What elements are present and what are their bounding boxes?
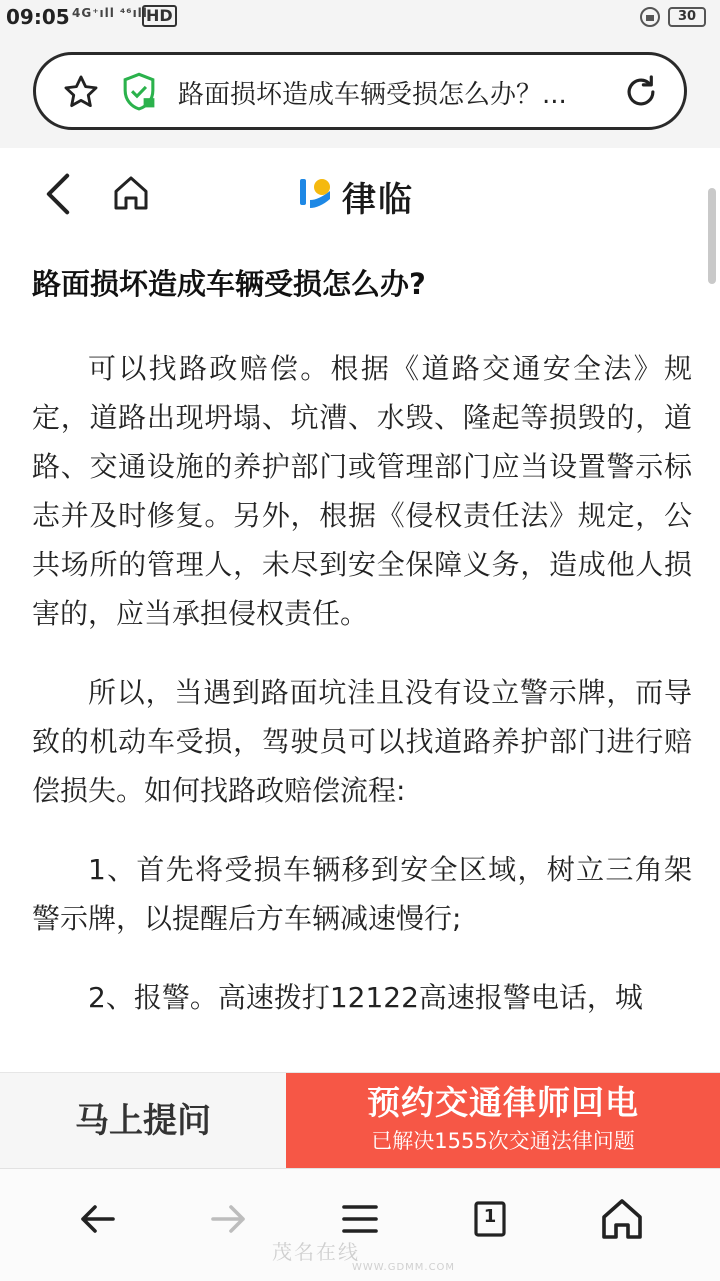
url-bar[interactable] <box>33 52 687 130</box>
cta-bar <box>0 1072 720 1169</box>
ask-question-button[interactable] <box>0 1073 286 1169</box>
status-bar <box>0 0 720 36</box>
rotation-lock-icon <box>640 7 660 27</box>
forward-arrow-icon[interactable] <box>205 1195 253 1243</box>
back-arrow-icon[interactable] <box>73 1195 121 1243</box>
home-icon[interactable] <box>598 1195 646 1243</box>
shield-lock-icon <box>120 72 158 112</box>
signal-icon: 4G⁺ıll ⁴⁶ıll <box>72 6 148 20</box>
article-paragraph: 所以，当遇到路面坑洼且没有设立警示牌，而导致的机动车受损，驾驶员可以找道路养护部门进行赔偿损失。如何找路政赔偿流程: <box>32 676 692 807</box>
article-paragraph: 1、首先将受损车辆移到安全区域，树立三角架警示牌，以提醒后方车辆减速慢行; <box>32 853 692 935</box>
tabs-icon[interactable] <box>466 1195 514 1243</box>
browser-header <box>0 36 720 148</box>
article-title: 路面损坏造成车辆受损怎么办? <box>32 267 426 301</box>
tab-count: 1 <box>483 1206 497 1227</box>
article-paragraph: 可以找路政赔偿。根据《道路交通安全法》规定，道路出现坍塌、坑漕、水毁、隆起等损毁的，道路、交通设施的养护部门或管理部门应当设置警示标志并及时修复。另外，根据《侵权责任法》规定，公共场所的管理人，未尽到安全保障义务，造成他人损害的，应当承担侵权责任。 <box>32 352 692 630</box>
hd-badge: HD <box>142 5 177 27</box>
logo-mark-icon <box>298 176 334 212</box>
brand-name: 律临 <box>342 180 414 220</box>
back-icon[interactable] <box>40 172 76 216</box>
lawyer-callback-button[interactable] <box>286 1073 720 1169</box>
watermark-text: 茂名在线 <box>272 1240 360 1264</box>
reload-icon[interactable] <box>622 73 660 111</box>
article-paragraph: 2、报警。高速拨打12122高速报警电话，城 <box>88 981 643 1014</box>
callback-title: 预约交通律师回电 <box>367 1083 639 1122</box>
ask-question-label: 马上提问 <box>75 1101 211 1141</box>
article <box>32 262 692 1052</box>
star-icon[interactable] <box>62 73 100 111</box>
scrollbar-thumb[interactable] <box>708 188 716 284</box>
url-text[interactable]: 路面损坏造成车辆受损怎么办？... <box>178 80 567 110</box>
watermark-domain: WWW.GDMM.COM <box>352 1262 456 1273</box>
page-header <box>0 148 720 240</box>
battery-icon: 30 <box>668 7 706 27</box>
status-time: 09:05 <box>6 5 70 29</box>
home-icon[interactable] <box>110 173 152 213</box>
callback-subtitle: 已解决1555次交通法律问题 <box>371 1129 635 1153</box>
